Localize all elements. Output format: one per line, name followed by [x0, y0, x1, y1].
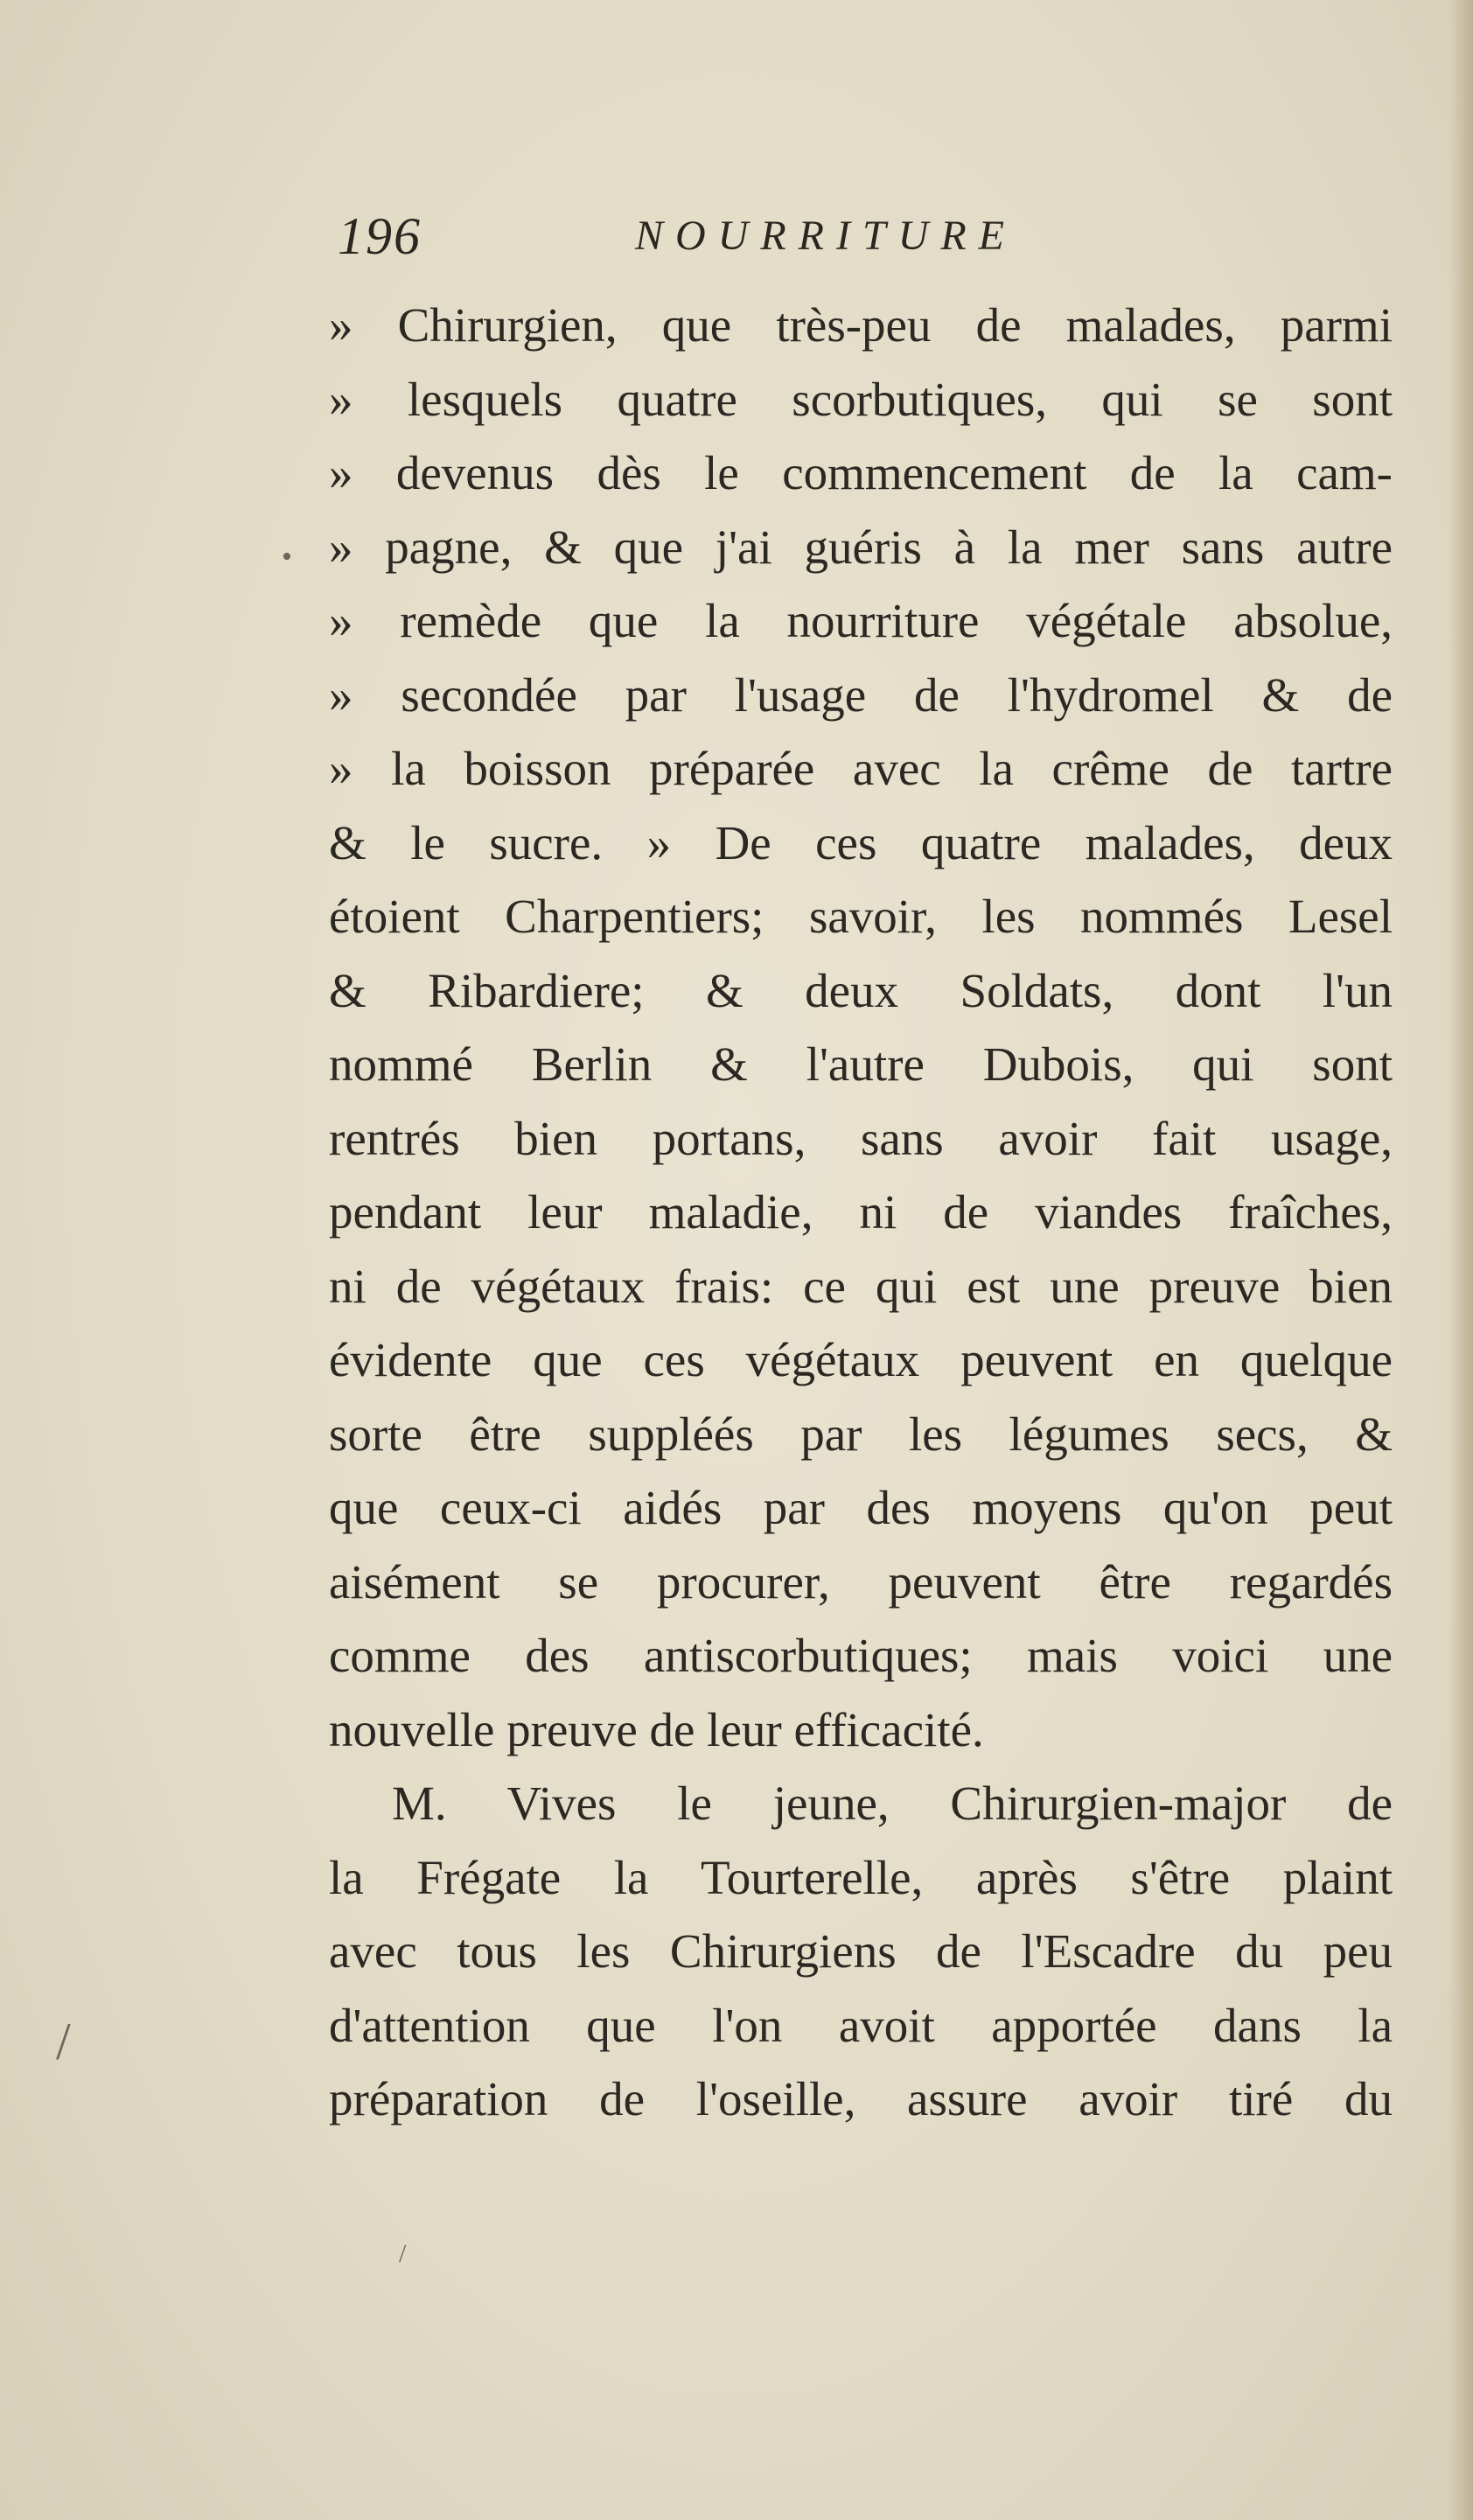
text-line: préparation de l'oseille, assure avoir tiré du [329, 2072, 1393, 2126]
text-line: » Chirurgien, que très-peu de malades, parmi [329, 298, 1393, 352]
text-line: avec tous les Chirurgiens de l'Escadre du peu [329, 1924, 1393, 1978]
body-text [329, 289, 1393, 2137]
text-line: nouvelle preuve de leur efficacité. [329, 1702, 984, 1756]
text-line: pendant leur maladie, ni de viandes fraîches, [329, 1185, 1393, 1239]
text-line: M. Vives le jeune, Chirurgien-major de [392, 1777, 1393, 1830]
text-line: nommé Berlin & l'autre Dubois, qui sont [329, 1037, 1393, 1091]
text-line: que ceux-ci aidés par des moyens qu'on peut [329, 1481, 1393, 1534]
text-line: comme des antiscorbutiques; mais voici une [329, 1629, 1393, 1682]
text-line: évidente que ces végétaux peuvent en quelque [329, 1333, 1393, 1386]
margin-dot-mark: • [282, 541, 292, 573]
text-line: & le sucre. » De ces quatre malades, deux [329, 815, 1393, 869]
text-line: la Frégate la Tourterelle, après s'être plaint [329, 1850, 1393, 1904]
text-line: rentrés bien portans, sans avoir fait usage, [329, 1111, 1393, 1165]
text-line: d'attention que l'on avoit apportée dans la [329, 1998, 1393, 2052]
running-head: NOURRITURE [635, 213, 1016, 259]
margin-tick-mark: / [399, 2239, 407, 2268]
text-line: sorte être suppléés par les légumes secs, & [329, 1407, 1393, 1461]
page-number: 196 [338, 207, 422, 265]
text-line: étoient Charpentiers; savoir, les nommés Lesel [329, 890, 1393, 943]
page-header [329, 206, 1116, 276]
text-line: » lesquels quatre scorbutiques, qui se sont [329, 372, 1393, 426]
text-line: » secondée par l'usage de l'hydromel & de [329, 667, 1393, 722]
text-line: » la boisson préparée avec la crême de tartre [329, 742, 1393, 795]
text-line: & Ribardiere; & deux Soldats, dont l'un [329, 963, 1393, 1017]
text-line: ni de végétaux frais: ce qui est une preuve bien [329, 1259, 1393, 1313]
binding-edge [1449, 0, 1473, 2520]
text-line: » pagne, & que j'ai guéris à la mer sans autre [329, 520, 1393, 574]
text-line: aisément se procurer, peuvent être regardés [329, 1554, 1393, 1609]
margin-stroke-mark: / [56, 2013, 71, 2070]
text-line: » devenus dès le commencement de la cam- [329, 446, 1393, 499]
text-line: » remède que la nourriture végétale absolue, [329, 594, 1393, 647]
